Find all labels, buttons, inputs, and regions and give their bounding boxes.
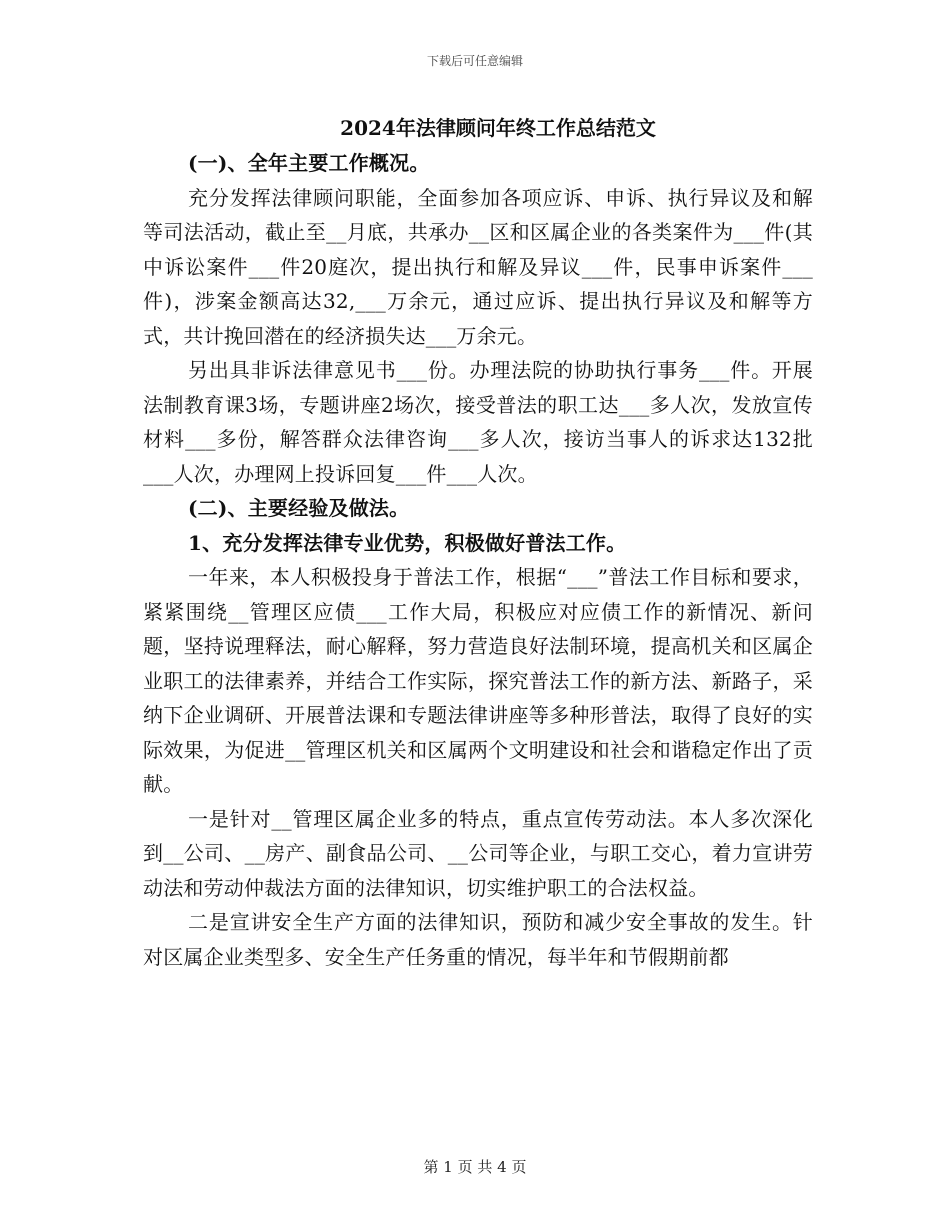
paragraph-safety-law: 二是宣讲安全生产方面的法律知识，预防和减少安全事故的发生。针对区属企业类型多、安全生产任务重的情况，每半年和节假期前都	[143, 910, 813, 969]
paragraph-labor-law: 一是针对__管理区属企业多的特点，重点宣传劳动法。本人多次深化到__公司、__房产、副食品公司、__公司等企业，与职工交心，着力宣讲劳动法和劳动仲裁法方面的法律知识，切实维护职工的合法权益。	[143, 806, 813, 900]
document-title: 2024年法律顾问年终工作总结范文	[340, 116, 656, 140]
section-heading-experience: (二)、主要经验及做法。	[188, 496, 410, 520]
page-header-note: 下载后可任意编辑	[426, 54, 523, 68]
paragraph-case-summary: 充分发挥法律顾问职能，全面参加各项应诉、申诉、执行异议及和解等司法活动，截止至__月底，共承办__区和区属企业的各类案件为___件(其中诉讼案件___件20庭次，提出执行和解及异议___件，民事申诉案件___件)，涉案金额高达32,___万余元，通过应诉、提出执行异议及和解等方式，共计挽回潜在的经济损失达___万余元。	[143, 185, 813, 348]
subheading-legal-education: 1、充分发挥法律专业优势，积极做好普法工作。	[188, 530, 627, 555]
page-number: 第 1 页 共 4 页	[423, 1158, 527, 1176]
paragraph-legal-education: 一年来，本人积极投身于普法工作，根据“___”普法工作目标和要求，紧紧围绕__管理区应债___工作大局，积极应对应债工作的新情况、新问题，坚持说理释法，耐心解释，努力营造良好法制环境，提高机关和区属企业职工的法律素养，并结合工作实际，探究普法工作的新方法、新路子，采纳下企业调研、开展普法课和专题法律讲座等多种形普法，取得了良好的实际效果，为促进__管理区机关和区属两个文明建设和社会和谐稳定作出了贡献。	[143, 565, 813, 796]
document-body	[143, 110, 813, 974]
section-heading-overview: (一)、全年主要工作概况。	[188, 151, 430, 175]
paragraph-non-litigation: 另出具非诉法律意见书___份。办理法院的协助执行事务___件。开展法制教育课3场，专题讲座2场次，接受普法的职工达___多人次，发放宣传材料___多份，解答群众法律咨询___多人次，接访当事人的诉求达132批___人次，办理网上投诉回复___件___人次。	[143, 358, 813, 486]
